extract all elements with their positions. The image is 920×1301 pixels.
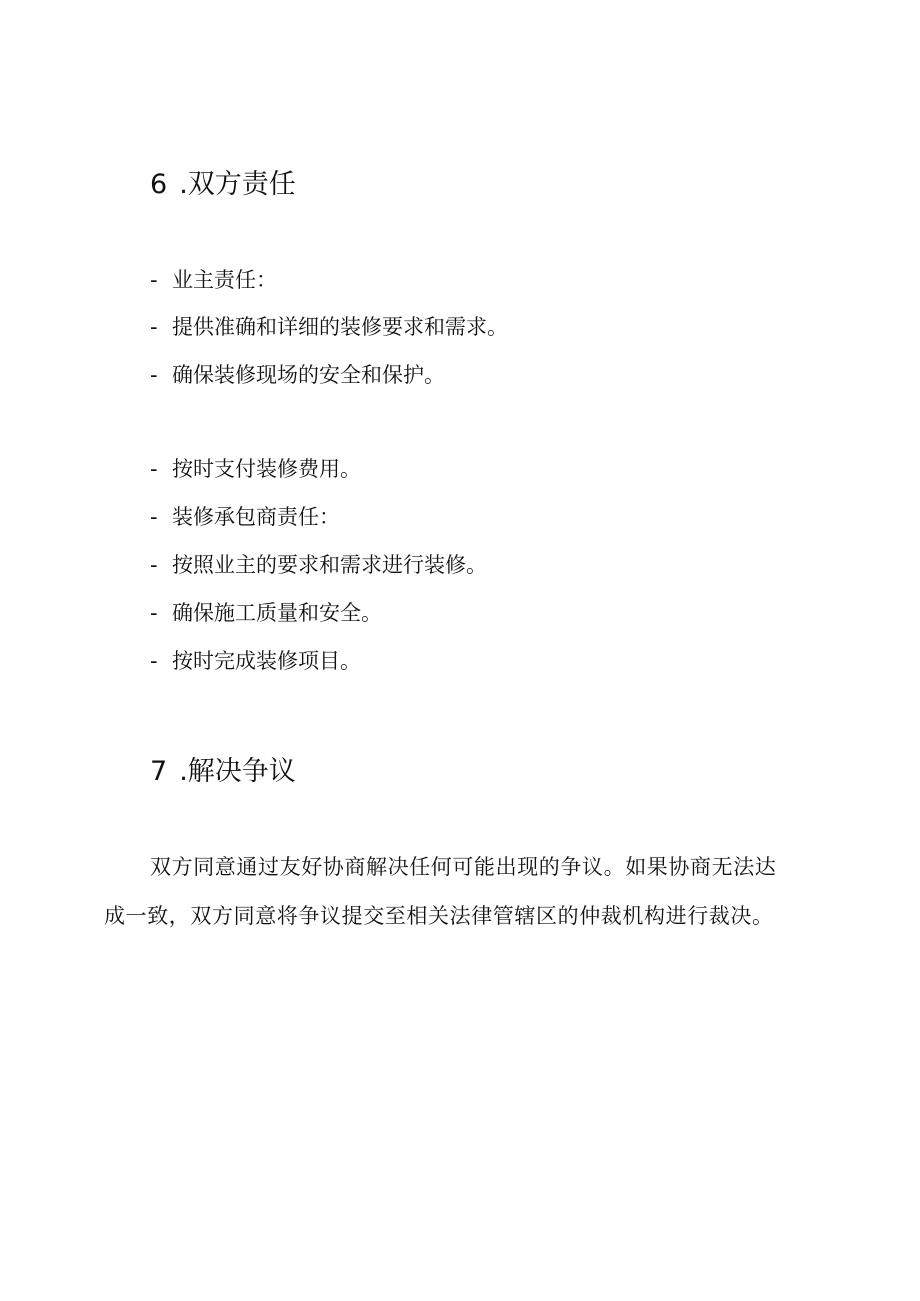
list-dash: - [150,315,158,339]
list-dash: - [150,649,158,673]
list-item-requirements [150,317,508,338]
list-dash: - [150,457,158,481]
list-dash: - [150,601,158,625]
section-7-title: .解决争议 [179,756,296,787]
list-item-complete-on-time [150,651,361,672]
list-item-site-safety [150,365,445,386]
list-item-text: 提供准确和详细的装修要求和需求。 [172,315,508,339]
list-item-owner-responsibility [150,270,277,291]
list-item-text: 装修承包商责任： [172,505,340,529]
section-6-number: 6 [150,169,168,200]
list-item-text: 确保施工质量和安全。 [172,601,382,625]
list-dash: - [150,363,158,387]
list-dash: - [150,505,158,529]
list-item-follow-requirements [150,555,487,576]
paragraph-line-1: 双方同意通过友好协商解决任何可能出现的争议。如果协商无法达 [150,855,777,879]
paragraph-line-2: 成一致，双方同意将争议提交至相关法律管辖区的仲裁机构进行裁决。 [104,904,774,928]
list-item-text: 业主责任： [172,268,277,292]
list-dash: - [150,268,158,292]
list-item-quality-safety [150,603,382,624]
list-item-pay-fees [150,459,361,480]
section-6-heading [150,171,296,198]
list-item-text: 按照业主的要求和需求进行装修。 [172,553,487,577]
section-6-title: .双方责任 [179,169,296,200]
list-item-text: 按时完成装修项目。 [172,649,361,673]
list-item-text: 按时支付装修费用。 [172,457,361,481]
section-7-heading [150,758,296,785]
list-item-contractor-responsibility [150,507,340,528]
section-7-number: 7 [150,756,168,787]
list-item-text: 确保装修现场的安全和保护。 [172,363,445,387]
list-dash: - [150,553,158,577]
